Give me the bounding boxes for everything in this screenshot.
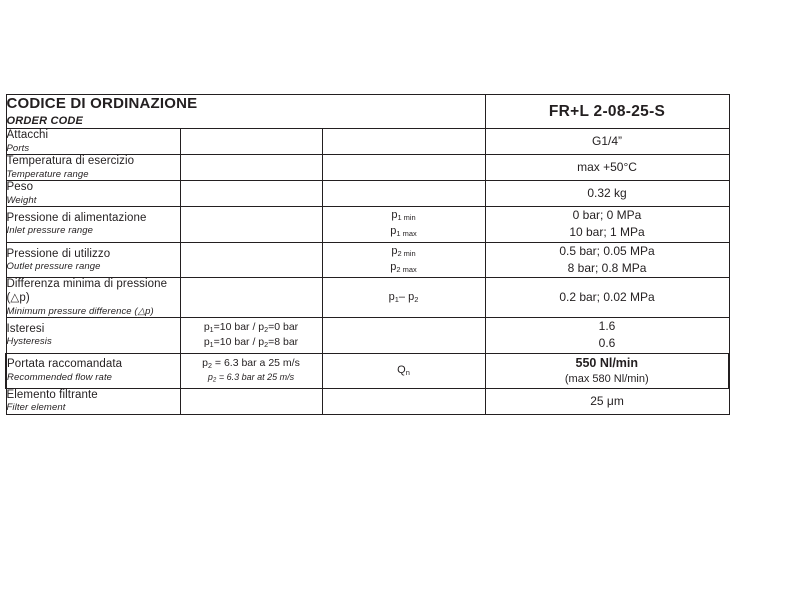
table-row [6,180,729,206]
row-condition-2: $p_2 = 6.3$ bar at 25 m/s [207,372,295,384]
row-symbol-cell [322,317,485,353]
row-label-cell [6,242,180,278]
row-value-cell [485,129,729,155]
row-label-cell [6,155,180,181]
row-label-it: Elemento filtrante [6,388,98,401]
row-label-en: Temperature range [6,168,89,180]
row-condition-cell [180,317,322,353]
row-value-cell [485,353,729,388]
row-label-cell [6,317,180,353]
row-label-cell [6,129,180,155]
row-symbol-cell [322,180,485,206]
row-value-cell [485,317,729,353]
row-value-primary: G1/4” [592,133,623,148]
row-label-it: Temperatura di esercizio [6,155,135,167]
row-value-cell [485,180,729,206]
row-condition-cell [180,129,322,155]
table-row [6,155,729,181]
table-row [6,206,729,242]
row-label-cell [6,278,180,318]
row-symbol-cell [322,388,485,414]
table-row [6,242,729,278]
row-label-it: Portata raccomandata [7,358,123,371]
row-symbol-1: $p_1-$ $p_2$ [388,290,419,304]
table-header-row [6,95,729,129]
row-symbol-cell [322,155,485,181]
order-code-title-en: ORDER CODE [6,114,84,127]
row-value-cell [485,155,729,181]
row-label-en: Minimum pressure difference (△p) [6,305,154,317]
row-label-it: Pressione di alimentazione [6,211,147,224]
row-condition-cell [180,353,322,388]
row-label-it: Pressione di utilizzo [6,247,111,260]
row-symbol-1: $Q_n$ [397,363,410,377]
row-label-en: Inlet pressure range [6,225,93,237]
row-condition-2: $p_1=10$ bar / $p_2=8$ bar [203,336,299,350]
row-label-it: Peso [6,180,34,193]
row-value-primary: 1.6 [598,318,616,333]
row-value-cell [485,278,729,318]
row-symbol-2: $p_{1 max}$ [390,225,417,239]
row-label-it: Differenza minima di pressione (△p) [6,278,168,305]
row-label-en: Outlet pressure range [6,261,101,273]
row-label-cell [6,180,180,206]
row-value-primary: 0.5 bar; 0.05 MPa [559,243,655,258]
row-condition-cell [180,278,322,318]
table-row-highlighted [6,353,729,388]
row-label-en: Weight [6,194,37,206]
row-value-cell [485,206,729,242]
row-value-secondary: 0.6 [598,336,616,351]
row-value-primary: max +50°C [577,159,637,174]
order-code-value: FR+L 2-08-25-S [485,95,729,129]
row-value-primary: 0 bar; 0 MPa [572,207,642,222]
row-value-primary: 0.2 bar; 0.02 MPa [559,290,655,305]
specification-table [5,94,730,415]
row-label-en: Hysteresis [6,336,52,348]
row-value-secondary: 8 bar; 0.8 MPa [567,261,647,276]
row-condition-cell [180,206,322,242]
row-symbol-1: $p_{1 min}$ [391,209,416,223]
row-label-it: Attacchi [6,129,49,142]
order-code-title-it: CODICE DI ORDINAZIONE [6,95,198,112]
row-symbol-1: $p_{2 min}$ [391,245,416,258]
row-label-en: Filter element [6,402,66,414]
row-symbol-cell [322,353,485,388]
table-row [6,129,729,155]
row-condition-cell [180,180,322,206]
row-label-cell [6,388,180,414]
row-symbol-cell [322,206,485,242]
order-code-label-cell [6,95,485,129]
row-condition-1: $p_1=10$ bar / $p_2=0$ bar [203,321,299,334]
row-symbol-cell [322,278,485,318]
row-value-secondary: (max 580 Nl/min) [564,372,649,385]
table-row [6,317,729,353]
row-label-it: Isteresi [6,322,45,335]
specification-table-wrapper [5,94,728,415]
row-value-primary: 25 μm [590,393,624,408]
row-value-primary: 550 Nl/min [575,355,639,370]
row-symbol-2: $p_{2 max}$ [390,261,417,274]
row-value-primary: 0.32 kg [587,185,627,200]
row-value-cell [485,388,729,414]
row-condition-cell [180,242,322,278]
row-symbol-cell [322,242,485,278]
row-symbol-cell [322,129,485,155]
table-row [6,278,729,318]
row-condition-1: $p_2 = 6.3$ bar a 25 m/s [202,356,300,370]
row-label-en: Recommended flow rate [7,371,113,383]
row-label-en: Ports [6,142,30,154]
row-condition-cell [180,388,322,414]
row-label-cell [6,206,180,242]
row-value-secondary: 10 bar; 1 MPa [569,225,645,240]
row-value-cell [485,242,729,278]
row-condition-cell [180,155,322,181]
row-label-cell [6,353,180,388]
table-row [6,388,729,414]
